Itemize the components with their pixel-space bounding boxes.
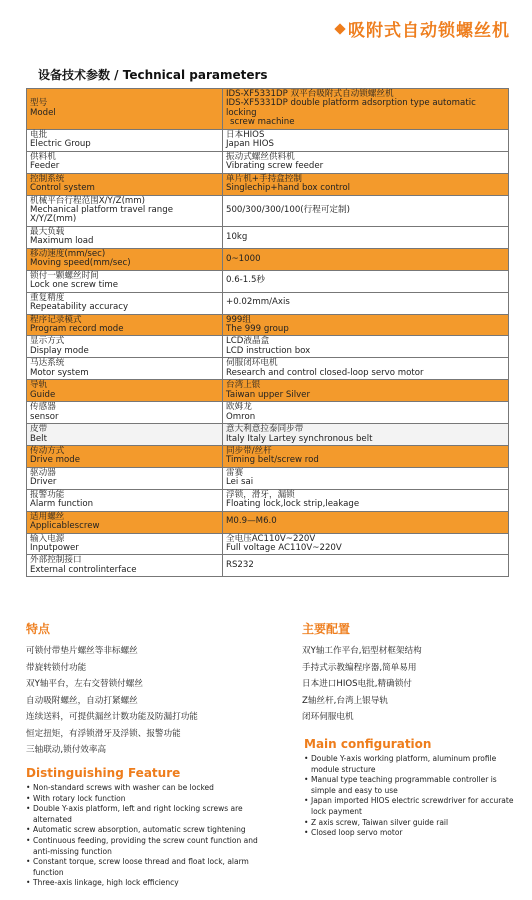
spec-label-en: Lock one screw time [30,280,119,291]
spec-value-1: 日本HIOS [226,129,265,140]
config-en-title: Main configuration [304,737,432,751]
list-item-text: 带旋转锁付功能 [26,662,87,673]
spec-value-1: 意大利意拉泰同步带 [226,424,304,435]
spec-label-cn: 程序记录模式 [30,314,82,325]
spec-label-cn: 重复精度 [30,292,65,303]
list-item-text: Non-standard screws with washer can be locked [33,783,214,792]
spec-label [27,336,223,358]
spec-value-2: Omron [226,411,256,422]
spec-label-en: Moving speed(mm/sec) [30,258,131,269]
spec-label-en: Inputpower [30,543,79,554]
list-item [302,676,512,693]
spec-row [27,226,509,248]
spec-label [27,467,223,489]
spec-value [223,314,509,336]
spec-label [27,533,223,555]
spec-value-1: 同步带/丝杆 [226,445,272,456]
spec-value [223,129,509,151]
bullet-icon: • [304,796,309,806]
spec-value-1: 500/300/300/100(行程可定制) [226,204,350,215]
list-item [304,818,516,829]
list-item [302,660,512,677]
spec-row [27,248,509,270]
list-item-text: Double Y-axis working platform, aluminum profile module structure [311,754,497,774]
list-item-text: Z轴丝杆,台湾上银导轨 [302,695,388,706]
spec-value [223,195,509,226]
spec-value [223,467,509,489]
spec-value-2: The 999 group [226,323,289,334]
features-en [26,766,266,889]
spec-label-cn: 显示方式 [30,336,65,347]
spec-label-cn: 输入电源 [30,533,65,544]
list-item-text: Continuous feeding, providing the screw count function and anti-missing function [33,835,258,856]
spec-label-en: Alarm function [30,499,94,510]
spec-value-2: Full voltage AC110V~220V [226,543,342,554]
spec-label-en: Guide [30,389,56,400]
spec-label [27,380,223,402]
list-item [26,742,266,759]
spec-label [27,314,223,336]
spec-value-2: Vibrating screw feeder [226,161,324,172]
spec-value [223,292,509,314]
spec-label [27,195,223,226]
spec-label-en: Drive mode [30,455,81,466]
spec-label-cn: 控制系统 [30,173,65,184]
spec-label [27,489,223,511]
list-item-text: 双Y轴工作平台,铝型材框架结构 [302,646,422,656]
spec-value [223,336,509,358]
list-item [26,857,266,878]
list-item [26,783,266,794]
spec-row [27,467,509,489]
spec-table [26,88,509,577]
list-item [26,709,266,726]
spec-row [27,270,509,292]
spec-label [27,226,223,248]
config-cn-title: 主要配置 [302,622,351,636]
bullet-icon: • [304,817,309,827]
spec-label-en: Belt [30,433,47,444]
spec-label-cn: 供料机 [30,151,56,162]
config-cn [302,620,512,726]
spec-value [223,89,509,130]
spec-value [223,270,509,292]
spec-value-2: Research and control closed-loop servo motor [226,367,424,378]
spec-row [27,314,509,336]
spec-label-en: Program record mode [30,323,124,334]
spec-value-1: 0.6-1.5秒 [226,275,266,286]
list-item-text: Japan imported HIOS electric screwdriver for accurate lock payment [311,796,514,816]
spec-row [27,195,509,226]
spec-label [27,292,223,314]
spec-label-cn: 型号 [30,98,48,109]
list-item-text: 闭环伺服电机 [302,712,354,722]
spec-label-cn: 移动速度(mm/sec) [30,248,106,259]
list-item [304,796,516,817]
bullet-icon: • [26,825,31,835]
spec-value-1: RS232 [226,560,254,571]
list-item [302,693,512,710]
spec-row [27,511,509,533]
list-item-text: Z axis screw, Taiwan silver guide rail [311,817,449,827]
spec-value-1: 振动式螺丝供料机 [226,151,295,162]
list-item-text: With rotary lock function [33,793,126,803]
spec-label-en: Control system [30,183,95,194]
spec-label-cn: 驱动器 [30,467,56,478]
spec-label [27,511,223,533]
spec-label-en: Model [30,107,56,118]
spec-label-cn: 传动方式 [30,445,65,456]
list-item-text: Automatic screw absorption, automatic screw tightening [33,825,246,835]
spec-label [27,270,223,292]
spec-value [223,533,509,555]
spec-row [27,336,509,358]
spec-value-1: 全电压AC110V~220V [226,533,316,544]
spec-label [27,248,223,270]
spec-row [27,402,509,424]
list-item [26,794,266,805]
spec-value-2: Japan HIOS [226,139,274,150]
bullet-icon: • [26,835,31,845]
list-item [26,660,266,677]
spec-label-en: Driver [30,477,57,488]
spec-value-1: M0.9—M6.0 [226,516,277,527]
spec-label-cn: 外部控制接口 [30,555,82,566]
spec-value [223,511,509,533]
bullet-icon: • [304,828,309,838]
diamond-icon [334,23,345,34]
spec-row [27,380,509,402]
spec-row [27,173,509,195]
spec-label-cn: 报警功能 [30,489,65,500]
bullet-icon: • [26,804,31,814]
list-item-text: 手持式示教编程序器,简单易用 [302,662,417,673]
spec-value-1: IDS-XF5331DP 双平台吸附式自动锁螺丝机 [226,89,394,99]
spec-label-en: Maximum load [30,236,94,247]
list-item [26,878,266,889]
list-item [26,825,266,836]
list-item-text: 连续送料，可提供漏丝计数功能及防漏打功能 [26,712,198,722]
bullet-icon: • [26,878,31,888]
spec-label [27,555,223,577]
spec-value-3: screw machine [230,117,295,128]
spec-value-1: 雷赛 [226,467,244,478]
spec-label-cn: 适用螺丝 [30,511,65,522]
list-item [302,643,512,660]
bullet-icon: • [26,793,31,803]
bullet-icon: • [304,754,309,763]
spec-label-en: sensor [30,411,59,422]
spec-label-en: Feeder [30,161,60,172]
spec-label-en: Display mode [30,345,89,356]
spec-label [27,89,223,130]
list-item [26,804,266,825]
spec-value [223,226,509,248]
spec-row [27,129,509,151]
spec-label-en: Mechanical platform travel range X/Y/Z(mm) [30,204,173,225]
spec-label-cn: 最大负载 [30,226,65,237]
spec-label-cn: 皮带 [30,424,48,435]
spec-label [27,358,223,380]
spec-row [27,533,509,555]
spec-label-cn: 马达系统 [30,358,65,369]
list-item-text: Closed loop servo motor [311,828,403,838]
spec-value-2: IDS-XF5331DP double platform adsorption type automatic locking [226,98,476,118]
spec-value [223,489,509,511]
spec-label-cn: 传感器 [30,402,56,413]
list-item-text: 日本进口HIOS电批,精确锁付 [302,679,412,689]
spec-value [223,151,509,173]
spec-value-2: Lei sai [226,477,254,488]
list-item-text: 双Y轴平台，左右交替锁付螺丝 [26,679,143,689]
spec-label [27,402,223,424]
spec-value [223,424,509,446]
config-en [304,737,516,839]
spec-value-2: Italy Italy Lartey synchronous belt [226,433,373,444]
spec-row [27,555,509,577]
spec-label-cn: 锁付一颗螺丝时间 [30,270,99,281]
config-en-list [304,754,516,839]
spec-label-en: Electric Group [30,139,91,150]
spec-value-2: Singlechip+hand box control [226,183,351,194]
spec-value [223,173,509,195]
spec-value [223,380,509,402]
spec-value-2: Taiwan upper Silver [226,389,310,400]
list-item [26,836,266,857]
list-item [26,726,266,743]
features-en-list [26,783,266,889]
bullet-icon: • [26,857,31,867]
features-en-title: Distinguishing Feature [26,766,181,780]
spec-label [27,173,223,195]
spec-label [27,151,223,173]
spec-label [27,445,223,467]
spec-value-1: 999组 [226,314,251,325]
spec-value-1: 台湾上银 [226,380,261,391]
page-title [336,16,510,41]
list-item-text: 自动吸附螺丝，自动打紧螺丝 [26,695,138,706]
spec-value [223,445,509,467]
spec-label-en: Motor system [30,367,89,378]
spec-value-2: Floating lock,lock strip,leakage [226,499,360,510]
config-cn-list [302,643,512,726]
spec-label-en: Applicablescrew [30,521,100,532]
spec-label [27,129,223,151]
spec-value-1: 欧姆龙 [226,402,252,413]
spec-row [27,489,509,511]
spec-label [27,424,223,446]
list-item-text: Double Y-axis platform, left and right locking screws are alternated [33,804,243,824]
spec-row [27,358,509,380]
spec-row [27,151,509,173]
list-item-text: Constant torque, screw loose thread and float lock, alarm function [33,857,249,877]
spec-row [27,292,509,314]
bullet-icon: • [304,775,309,785]
spec-value [223,402,509,424]
spec-label-en: External controlinterface [30,564,137,575]
spec-row [27,424,509,446]
features-cn-list [26,643,266,759]
features-cn [26,620,266,759]
spec-value-1: 0~1000 [226,253,261,264]
spec-value-1: 浮锁，滑牙，漏锁 [226,489,295,500]
spec-section-title: 设备技术参数 / Technical parameters [38,68,268,82]
spec-value [223,248,509,270]
spec-value [223,555,509,577]
list-item-text: 可锁付带垫片螺丝等非标螺丝 [26,646,138,656]
features-cn-title: 特点 [26,622,51,636]
list-item [302,709,512,726]
spec-value-2: Timing belt/screw rod [226,455,319,466]
list-item-text: 恒定扭矩，有浮锁滑牙及浮锁、报警功能 [26,728,181,739]
spec-row [27,445,509,467]
list-item [26,676,266,693]
spec-label-cn: 机械平台行程范围X/Y/Z(mm) [30,195,146,206]
list-item-text: Manual type teaching programmable controller is simple and easy to use [311,775,497,795]
list-item [26,643,266,660]
spec-row [27,89,509,130]
list-item-text: Three-axis linkage, high lock efficiency [33,878,179,888]
spec-label-en: Repeatability accuracy [30,302,129,313]
list-item [304,775,516,796]
list-item [304,828,516,839]
bullet-icon: • [26,783,31,792]
spec-value [223,358,509,380]
list-item [304,754,516,775]
spec-label-cn: 电批 [30,129,48,140]
spec-value-1: 伺服闭环电机 [226,358,278,369]
page-title-text: 吸附式自动锁螺丝机 [348,21,510,41]
spec-value-1: LCD液晶盒 [226,336,270,347]
spec-value-1: 10kg [226,231,248,242]
list-item [26,693,266,710]
list-item-text: 三轴联动,锁付效率高 [26,745,107,755]
spec-value-1: 单片机+手持盒控制 [226,173,302,184]
spec-value-2: LCD instruction box [226,345,311,356]
spec-value-1: +0.02mm/Axis [226,297,290,308]
spec-label-cn: 导轨 [30,380,48,391]
